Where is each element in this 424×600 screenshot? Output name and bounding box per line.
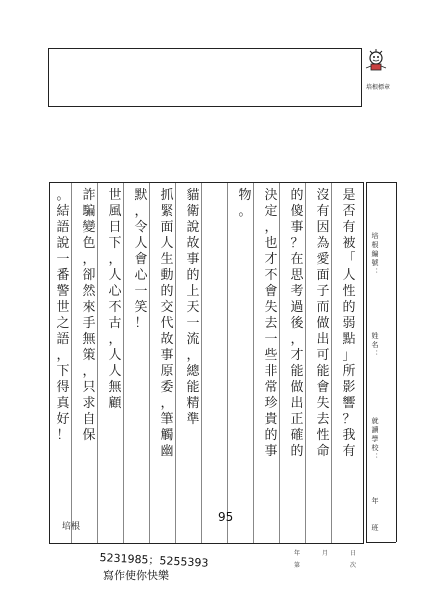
mascot-stamp-icon [362,46,390,72]
essay-column: 決 定 ， 也 才 不 會 失 去 一 些 非 常 珍 貴 的 事 [264,188,278,459]
order-prefix-label: 第 [294,562,301,569]
essay-column: 抓 緊 面 人 生 動 的 交 代 故 事 原 委 ， 筆 觸 幽 [160,188,174,459]
name-label: 姓名： [371,332,379,359]
header-box [48,48,362,107]
essay-column: 沒 有 因 為 愛 面 子 而 做 出 可 能 會 失 去 性 命 [316,188,330,459]
score-mark: 95 [218,510,234,524]
date-month-label: 月 [322,550,329,557]
teacher-signature: 培根 [62,522,81,532]
date-day-label: 日 [350,550,357,557]
school-label: 就讀學校： [371,417,379,462]
essay-column: 物 。 [238,188,252,219]
essay-column: 的 傻 事 ？ 在 思 考 過 後 ， 才 能 做 出 正 確 的 [290,188,304,459]
order-suffix-label: 次 [350,562,357,569]
essay-column: 世 風 日 下 ， 人 心 不 古 ， 人 人 無 顧 [108,188,122,411]
essay-column: 是 否 有 被 「 人 性 的 弱 點 」 所 影 響 ？ 我 有 [342,188,356,459]
grade-label: 年 班 [371,497,379,533]
phone-numbers: 5231985；5255393 [99,550,209,570]
student-info-panel [366,182,396,542]
essay-column: 。 結 語 說 一 番 警 世 之 語 ， 下 得 真 好 ！ [56,188,70,443]
slogan: 寫作使你快樂 [103,569,169,582]
essay-column: 詐 騙 變 色 ， 卻 然 來 手 無 策 ， 只 求 自 保 [82,188,96,443]
essay-column: 默 ， 令 人 會 心 一 笑 ！ [134,188,148,331]
code-label: 培根編號： [371,232,379,277]
date-year-label: 年 [294,550,301,557]
stamp-label: 培根標章 [365,84,390,91]
essay-column: 貓 衛 說 故 事 的 上 天 一 流 ， 總 能 精 準 [186,188,200,427]
